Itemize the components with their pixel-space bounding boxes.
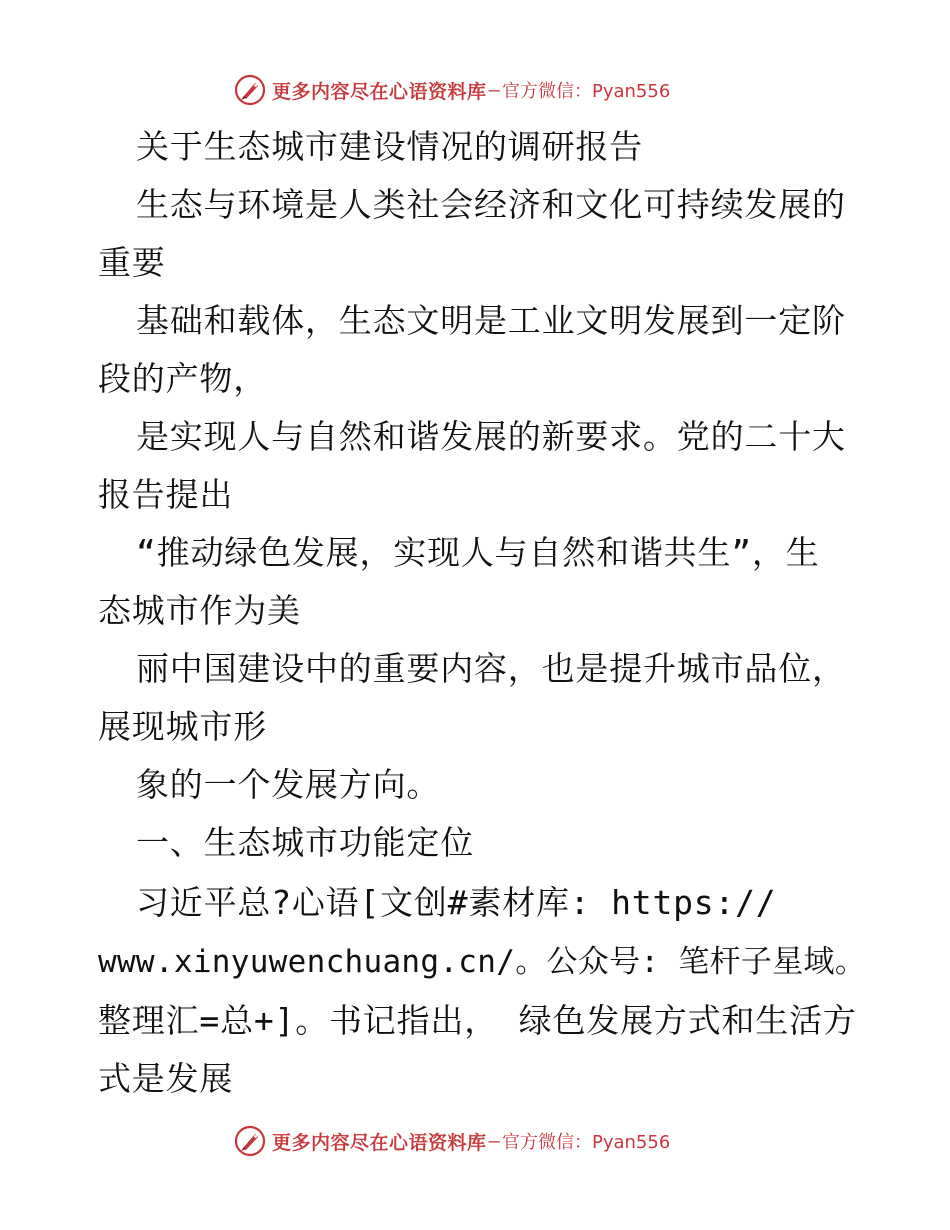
section-heading: 一、生态城市功能定位 [136, 823, 474, 862]
text-line: 基础和载体，生态文明是工业文明发展到一定阶 [136, 301, 846, 340]
text-line: 态城市作为美 [98, 591, 301, 630]
text-line: 展现城市形 [98, 707, 267, 746]
text-line: 生态与环境是人类社会经济和文化可持续发展的 [136, 185, 846, 224]
brand-name: 更多内容尽在心语资料库 [272, 80, 487, 103]
wechat-contact: 官方微信：Pyan556 [501, 1132, 671, 1153]
header-watermark-banner [234, 72, 754, 108]
text-line: 丽中国建设中的重要内容，也是提升城市品位， [136, 649, 846, 688]
text-line-url: www.xinyuwenchuang.cn/。公众号: 笔杆子星域。 [98, 944, 867, 980]
quill-pen-logo-icon [234, 1125, 266, 1157]
text-line: 重要 [98, 243, 166, 282]
text-line: 是实现人与自然和谐发展的新要求。党的二十大 [136, 417, 846, 456]
brand-name: 更多内容尽在心语资料库 [272, 1131, 487, 1154]
text-line: 习近平总?心语[文创#素材库: https:// [136, 883, 777, 922]
text-line: 段的产物， [98, 359, 267, 398]
text-line: 整理汇=总+]。书记指出， 绿色发展方式和生活方 [98, 1001, 857, 1040]
footer-watermark-banner [234, 1123, 754, 1159]
banner-separator: — [488, 1130, 500, 1152]
text-line: 报告提出 [98, 475, 234, 514]
quill-pen-logo-icon [234, 74, 266, 106]
text-line: 式是发展 [98, 1059, 234, 1098]
text-line: “推动绿色发展，实现人与自然和谐共生”，生 [136, 533, 820, 572]
document-title: 关于生态城市建设情况的调研报告 [136, 127, 643, 166]
banner-separator: — [488, 79, 500, 101]
text-line: 象的一个发展方向。 [136, 765, 441, 804]
wechat-contact: 官方微信：Pyan556 [501, 81, 671, 102]
